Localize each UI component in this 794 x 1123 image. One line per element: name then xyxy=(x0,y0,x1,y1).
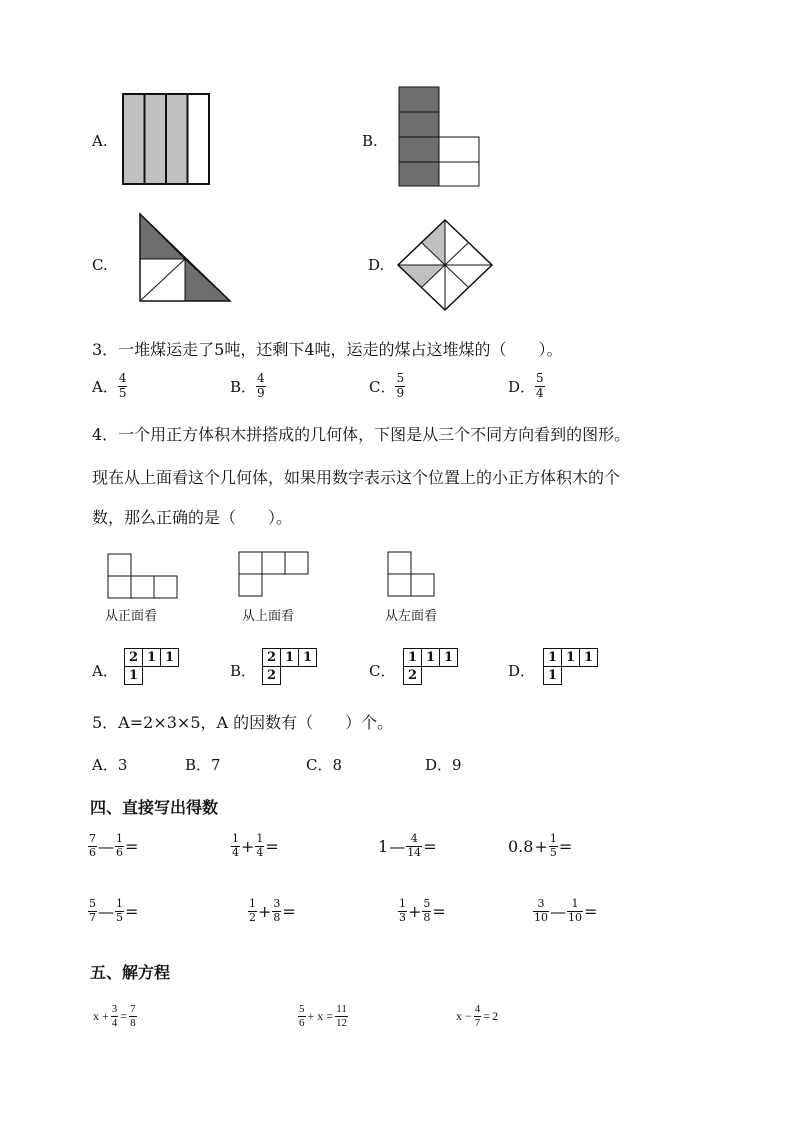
q5-option-c[interactable]: C．8 xyxy=(306,756,343,774)
left-view-label: 从左面看 xyxy=(385,609,438,624)
equation: x − $\frac{4}{7}$ = 2 xyxy=(456,1003,499,1029)
top-view-figure xyxy=(238,551,312,597)
calc-problem: 1 — $\frac{4}{14}$ = xyxy=(378,832,437,859)
q3-question: 3．一堆煤运走了5吨，还剩下4吨，运走的煤占这堆煤的（ ）。 xyxy=(92,340,563,359)
q4-option-b-grid: 2 1 1 2 xyxy=(262,648,317,685)
q2-figure-a xyxy=(120,92,212,186)
calc-problem: $\frac{3}{10}$ — $\frac{1}{10}$ = xyxy=(534,897,598,924)
q2-figure-d xyxy=(396,218,494,312)
q5-option-a[interactable]: A．3 xyxy=(92,756,128,774)
q3-option-b-fraction: $\frac{4}{9}$ xyxy=(257,371,265,400)
q5-option-d[interactable]: D．9 xyxy=(425,756,462,774)
equation: $\frac{5}{6}$ + x = $\frac{11}{12}$ xyxy=(299,1003,348,1029)
q4-option-a-letter[interactable]: A． xyxy=(92,662,118,680)
q3-option-b[interactable]: B． $\frac{4}{9}$ xyxy=(230,371,265,400)
left-view-figure xyxy=(387,551,439,597)
section-5-title: 五、解方程 xyxy=(90,963,171,982)
calc-problem: $\frac{1}{3}$ + $\frac{5}{8}$ = xyxy=(399,897,446,924)
q3-option-d-fraction: $\frac{5}{4}$ xyxy=(536,371,544,400)
q4-option-a-grid: 2 1 1 1 xyxy=(124,648,179,685)
q4-option-d-letter[interactable]: D． xyxy=(508,662,536,680)
q2-option-b-letter: B. xyxy=(362,132,378,150)
calc-problem: $\frac{5}{7}$ — $\frac{1}{5}$ = xyxy=(89,897,139,924)
q4-option-c-grid: 1 1 1 2 xyxy=(403,648,458,685)
q5-option-b[interactable]: B．7 xyxy=(185,756,221,774)
q4-question-line1: 4．一个用正方体积木拼搭成的几何体，下图是从三个不同方向看到的图形。 xyxy=(92,425,631,444)
front-view-figure xyxy=(107,553,181,599)
q3-option-a[interactable]: A． $\frac{4}{5}$ xyxy=(92,371,127,400)
q3-option-c-fraction: $\frac{5}{9}$ xyxy=(396,371,405,400)
q3-option-d[interactable]: D． $\frac{5}{4}$ xyxy=(508,371,544,400)
q4-question-line3: 数，那么正确的是（ ）。 xyxy=(92,508,293,527)
q2-figure-b xyxy=(398,86,482,188)
equation: x + $\frac{3}{4}$ = $\frac{7}{8}$ xyxy=(93,1003,136,1029)
q2-option-c-letter: C. xyxy=(92,256,108,274)
q2-option-a-letter: A. xyxy=(92,132,108,150)
q2-figure-c xyxy=(138,212,234,304)
q4-option-b-letter[interactable]: B． xyxy=(230,662,257,680)
q2-option-d-letter: D. xyxy=(368,256,385,274)
calc-problem: $\frac{7}{6}$ — $\frac{1}{6}$ = xyxy=(89,832,139,859)
section-4-title: 四、直接写出得数 xyxy=(90,798,219,817)
calc-problem: $\frac{1}{2}$ + $\frac{3}{8}$ = xyxy=(249,897,296,924)
q3-option-c[interactable]: C． $\frac{5}{9}$ xyxy=(369,371,405,400)
q4-option-d-grid: 1 1 1 1 xyxy=(543,648,598,685)
top-view-label: 从上面看 xyxy=(242,609,295,624)
calc-problem: 0.8 + $\frac{1}{5}$ = xyxy=(508,832,573,859)
q5-question: 5．A=2×3×5，A 的因数有（ ）个。 xyxy=(92,713,394,732)
calc-problem: $\frac{1}{4}$ + $\frac{1}{4}$ = xyxy=(232,832,279,859)
q4-question-line2: 现在从上面看这个几何体，如果用数字表示这个位置上的小正方体积木的个 xyxy=(92,468,621,487)
front-view-label: 从正面看 xyxy=(105,609,158,624)
q4-option-c-letter[interactable]: C． xyxy=(369,662,396,680)
q3-option-a-fraction: $\frac{4}{5}$ xyxy=(118,371,127,400)
